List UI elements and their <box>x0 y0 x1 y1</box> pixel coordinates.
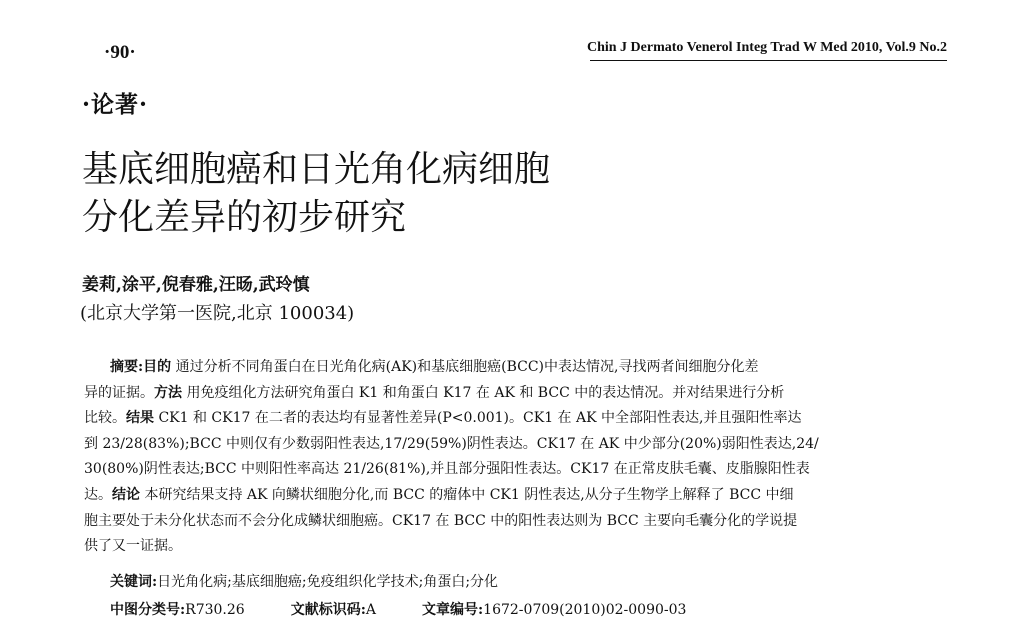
article-number <box>422 599 686 619</box>
running-head-rule <box>590 60 947 61</box>
abstract-text: 30(80%)阴性表达;BCC 中则阳性率高达 21/26(81%),并且部分强阳性表达。CK17 在正常皮肤毛囊、皮脂腺阳性表 <box>84 461 810 478</box>
abstract-line <box>84 355 884 381</box>
clc-value: R730.26 <box>185 602 245 618</box>
keywords-label: 关键词: <box>110 574 158 590</box>
abstract-text: 本研究结果支持 AK 向鳞状细胞分化,而 BCC 的瘤体中 CK1 阴性表达,从分子生物学上解释了 BCC 中细 <box>140 486 794 503</box>
clc-number <box>110 599 245 619</box>
title-line-2: 分化差异的初步研究 <box>82 197 407 238</box>
abstract-text: CK1 和 CK17 在二者的表达均有显著性差异(P<0.001)。CK1 在 AK 中全部阳性表达,并且强阳性率达 <box>154 410 802 427</box>
abstract <box>84 355 884 560</box>
abstract-line <box>84 432 884 458</box>
article-number-label: 文章编号: <box>422 602 484 618</box>
author-list: 姜莉,涂平,倪春雅,汪旸,武玲慎 <box>82 275 310 295</box>
abstract-line <box>84 509 884 535</box>
author-affiliation: (北京大学第一医院,北京 100034) <box>80 303 355 324</box>
article-title <box>82 146 642 242</box>
page-number: ·90· <box>104 42 136 63</box>
abstract-text: 通过分析不同角蛋白在日光角化病(AK)和基底细胞癌(BCC)中表达情况,寻找两者间细胞分化差 <box>171 359 759 375</box>
classification-info <box>110 599 686 619</box>
abstract-line <box>84 406 884 432</box>
abstract-label-results: 结果 <box>126 410 154 427</box>
abstract-line <box>84 457 884 483</box>
section-label: ·论著· <box>82 91 149 118</box>
abstract-text: 比较。 <box>84 410 126 427</box>
abstract-text: 异的证据。 <box>84 384 154 401</box>
article-number-value: 1672-0709(2010)02-0090-03 <box>483 602 687 618</box>
abstract-text: 达。 <box>84 486 112 503</box>
journal-running-head: Chin J Dermato Venerol Integ Trad W Med 2010, Vol.9 No.2 <box>586 40 947 55</box>
document-code <box>291 599 376 619</box>
document-code-label: 文献标识码: <box>290 602 366 618</box>
abstract-text: 用免疫组化方法研究角蛋白 K1 和角蛋白 K17 在 AK 和 BCC 中的表达情况。并对结果进行分析 <box>182 384 785 401</box>
keywords-text: 日光角化病;基底细胞癌;免疫组织化学技术;角蛋白;分化 <box>157 574 499 590</box>
abstract-text: 供了又一证据。 <box>84 538 182 555</box>
title-line-1: 基底细胞癌和日光角化病细胞 <box>82 149 551 190</box>
abstract-line <box>84 483 884 509</box>
abstract-label-objective: 摘要:目的 <box>110 359 172 375</box>
abstract-line <box>84 381 884 407</box>
abstract-line <box>84 534 884 560</box>
abstract-text: 胞主要处于未分化状态而不会分化成鳞状细胞癌。CK17 在 BCC 中的阳性表达则为 BCC 主要向毛囊分化的学说提 <box>84 512 798 529</box>
document-code-value: A <box>365 602 376 618</box>
abstract-text: 到 23/28(83%);BCC 中则仅有少数弱阳性表达,17/29(59%)阴性表达。CK17 在 AK 中少部分(20%)弱阳性表达,24/ <box>84 435 819 452</box>
clc-label: 中图分类号: <box>110 602 186 618</box>
abstract-label-conclusion: 结论 <box>112 486 140 503</box>
keywords <box>110 571 498 591</box>
abstract-label-methods: 方法 <box>154 384 182 401</box>
